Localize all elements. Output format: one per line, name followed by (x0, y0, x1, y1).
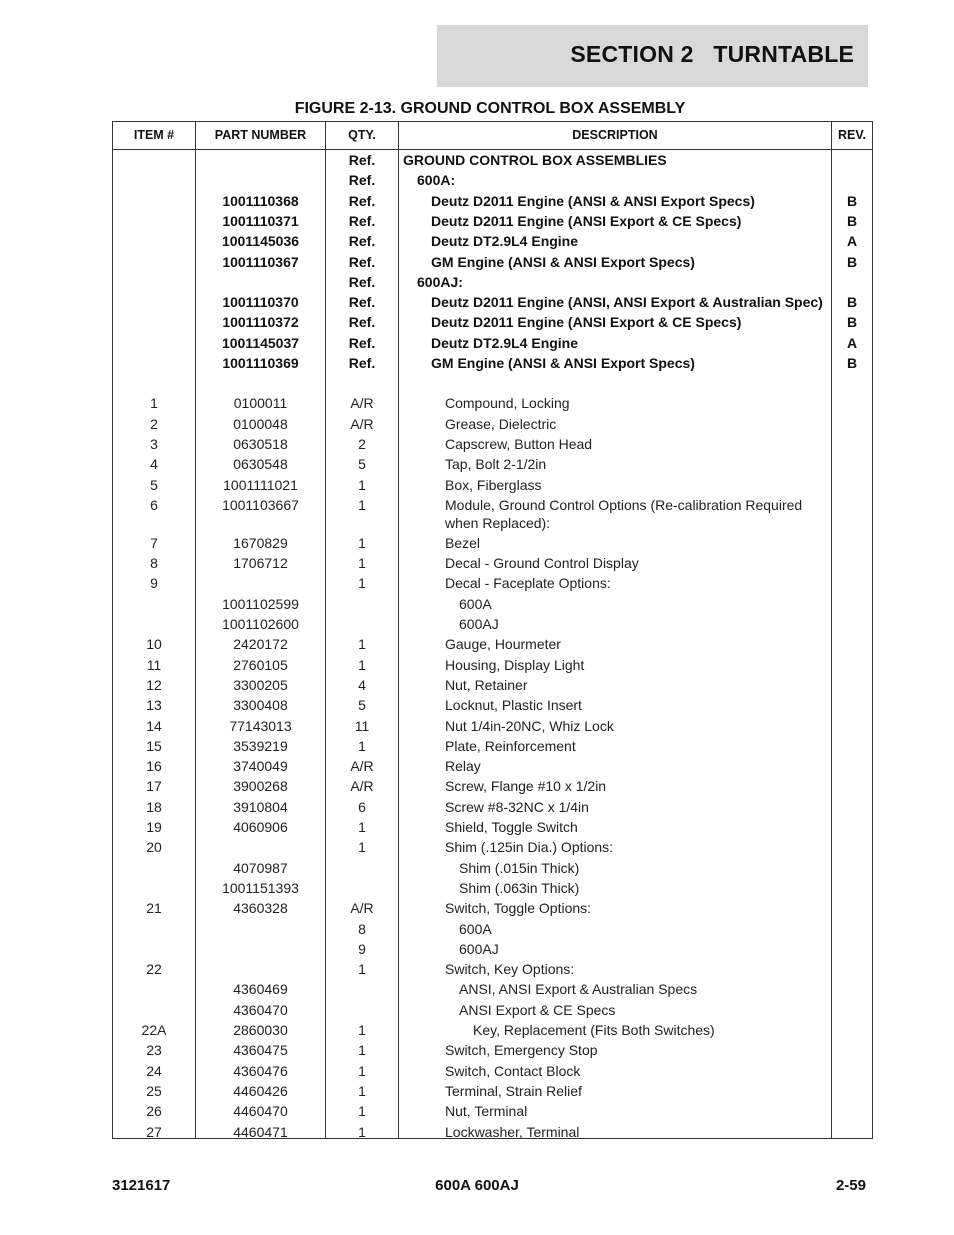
part-number-cell: 2420172 (233, 636, 288, 653)
part-number-cell: 0100011 (233, 395, 288, 412)
table-row (113, 170, 872, 190)
table-row (113, 898, 872, 918)
item-cell: 23 (146, 1042, 162, 1059)
description-cell: Module, Ground Control Options (Re-calibration Required when Replaced): (445, 496, 803, 531)
qty-cell: 11 (354, 717, 370, 734)
part-number-cell: 1001111021 (223, 476, 298, 493)
qty-cell: 1 (358, 961, 366, 978)
qty-cell: 1 (358, 1123, 366, 1140)
description-cell: 600AJ: (417, 273, 463, 290)
part-number-cell: 4360475 (233, 1042, 288, 1059)
description-cell: GROUND CONTROL BOX ASSEMBLIES (403, 152, 667, 168)
table-row (113, 919, 872, 939)
description-cell: Screw, Flange #10 x 1/2in (445, 778, 607, 795)
description-cell: Deutz DT2.9L4 Engine (431, 233, 579, 250)
description-cell: Shim (.063in Thick) (459, 879, 580, 896)
description-cell: 600A (459, 920, 492, 937)
qty-cell: A/R (350, 778, 374, 795)
rev-cell: B (846, 294, 858, 311)
footer-doc-number: 3121617 (112, 1177, 171, 1194)
parts-table (112, 121, 873, 1139)
qty-cell: 1 (358, 656, 366, 673)
item-cell: 18 (146, 798, 162, 815)
table-row (113, 837, 872, 857)
part-number-cell: 3300205 (233, 676, 288, 693)
qty-cell: 1 (358, 819, 366, 835)
item-cell: 7 (150, 534, 158, 551)
table-row (113, 614, 872, 634)
qty-cell: Ref. (348, 273, 376, 290)
item-cell: 26 (146, 1103, 162, 1120)
part-number-cell: 1001110369 (222, 355, 299, 371)
table-row (113, 776, 872, 796)
qty-cell: Ref. (348, 172, 376, 189)
description-cell: ANSI Export & CE Specs (459, 1001, 616, 1018)
description-cell: Shim (.125in Dia.) Options: (445, 839, 614, 856)
table-row (113, 878, 872, 898)
qty-cell: Ref. (348, 294, 376, 311)
rev-cell: A (846, 334, 858, 351)
item-cell: 20 (146, 839, 162, 856)
rev-cell: B (846, 192, 858, 209)
table-row (113, 312, 872, 332)
qty-cell: Ref. (348, 233, 376, 250)
part-number-cell: 4460471 (233, 1123, 288, 1140)
qty-cell: 2 (358, 435, 366, 452)
table-row (113, 959, 872, 979)
table-row (113, 211, 872, 231)
description-cell: Locknut, Plastic Insert (445, 697, 582, 714)
item-cell: 19 (146, 819, 162, 835)
description-cell: Relay (445, 758, 481, 775)
part-number-cell: 1670829 (233, 534, 288, 551)
rev-cell: B (846, 212, 858, 229)
table-row (113, 495, 872, 533)
part-number-cell: 3740049 (233, 758, 288, 775)
qty-cell: 1 (358, 555, 366, 572)
part-number-cell: 4360476 (233, 1062, 288, 1079)
description-cell: Switch, Emergency Stop (445, 1042, 598, 1059)
part-number-cell: 2760105 (233, 656, 288, 673)
qty-cell: Ref. (348, 334, 376, 351)
header-rev: REV. (837, 128, 867, 142)
part-number-cell: 1001102599 (222, 595, 299, 612)
qty-cell: 1 (358, 1082, 366, 1099)
item-cell: 12 (146, 676, 162, 693)
table-row (113, 736, 872, 756)
header-part-number: PART NUMBER (214, 128, 307, 142)
part-number-cell: 0630548 (233, 456, 288, 473)
qty-cell: 9 (358, 940, 366, 957)
description-cell: Decal - Faceplate Options: (445, 575, 611, 592)
qty-cell: 1 (358, 496, 366, 513)
rev-cell: B (846, 355, 858, 371)
rev-cell: A (846, 233, 858, 250)
table-row (113, 231, 872, 251)
table-row (113, 533, 872, 553)
part-number-cell: 3539219 (233, 737, 288, 754)
qty-cell: Ref. (348, 355, 376, 371)
qty-cell: A/R (350, 758, 374, 775)
part-number-cell: 0630518 (233, 435, 288, 452)
table-row (113, 979, 872, 999)
part-number-cell: 0100048 (233, 415, 288, 432)
qty-cell: Ref. (348, 192, 376, 209)
description-cell: Gauge, Hourmeter (445, 636, 561, 653)
table-row (113, 272, 872, 292)
part-number-cell: 1001103667 (222, 496, 299, 513)
table-row (113, 594, 872, 614)
qty-cell: 4 (358, 676, 366, 693)
header-item: ITEM # (133, 128, 175, 142)
footer-page-number: 2-59 (835, 1177, 866, 1194)
table-row (113, 1040, 872, 1060)
table-row (113, 353, 872, 373)
part-number-cell: 2860030 (233, 1022, 288, 1038)
part-number-cell: 4060906 (233, 819, 288, 835)
description-cell: Shield, Toggle Switch (445, 819, 578, 835)
part-number-cell: 4460426 (233, 1082, 288, 1099)
table-row (113, 1061, 872, 1081)
table-row (113, 817, 872, 837)
part-number-cell: 1001110367 (222, 253, 299, 270)
header-qty: QTY. (348, 128, 376, 142)
item-cell: 27 (146, 1123, 162, 1140)
part-number-cell: 1001110372 (222, 314, 299, 331)
part-number-cell: 4460470 (233, 1103, 288, 1120)
table-row (113, 675, 872, 695)
part-number-cell: 1001145037 (221, 334, 300, 351)
part-number-cell: 3900268 (233, 778, 288, 795)
part-number-cell: 77143013 (229, 717, 292, 734)
table-row (113, 655, 872, 675)
description-cell: Tap, Bolt 2-1/2in (445, 456, 547, 473)
part-number-cell: 1001110370 (222, 294, 299, 311)
table-row (113, 716, 872, 736)
item-cell: 6 (150, 496, 158, 513)
qty-cell: A/R (350, 415, 374, 432)
item-cell: 13 (146, 697, 162, 714)
item-cell: 17 (146, 778, 162, 795)
description-cell: Terminal, Strain Relief (445, 1082, 582, 1099)
qty-cell: 1 (358, 737, 366, 754)
qty-cell: 1 (358, 534, 366, 551)
table-row (113, 150, 872, 170)
qty-cell: 1 (358, 1042, 366, 1059)
description-cell: Bezel (445, 534, 481, 551)
description-cell: Compound, Locking (445, 395, 570, 412)
item-cell: 9 (150, 575, 158, 592)
figure-title: FIGURE 2-13. GROUND CONTROL BOX ASSEMBLY (294, 100, 686, 117)
item-cell: 22A (141, 1022, 167, 1038)
description-cell: Switch, Contact Block (445, 1062, 581, 1079)
table-row (113, 756, 872, 776)
item-cell: 15 (146, 737, 162, 754)
description-cell: Box, Fiberglass (445, 476, 542, 493)
qty-cell: 1 (358, 1103, 366, 1120)
description-cell: ANSI, ANSI Export & Australian Specs (459, 981, 698, 998)
table-row (113, 475, 872, 495)
footer-models: 600A 600AJ (435, 1177, 519, 1194)
table-row (113, 634, 872, 654)
qty-cell: 1 (358, 1062, 366, 1079)
qty-cell: 1 (358, 839, 366, 856)
description-cell: Shim (.015in Thick) (459, 859, 580, 876)
table-row (113, 454, 872, 474)
description-cell: GM Engine (ANSI & ANSI Export Specs) (431, 253, 695, 270)
rev-cell: B (846, 253, 858, 270)
section-banner (437, 25, 868, 87)
part-number-cell: 1001102600 (222, 616, 299, 632)
item-cell: 16 (146, 758, 162, 775)
table-row (113, 1000, 872, 1020)
description-cell: Nut 1/4in-20NC, Whiz Lock (445, 717, 614, 734)
description-cell: Decal - Ground Control Display (445, 555, 639, 572)
description-cell: Switch, Key Options: (445, 961, 575, 978)
qty-cell: Ref. (348, 314, 376, 331)
table-row (113, 573, 872, 593)
description-cell: Lockwasher, Terminal (445, 1123, 580, 1140)
item-cell: 2 (150, 415, 158, 432)
table-row (113, 695, 872, 715)
description-cell: Nut, Retainer (445, 676, 528, 693)
item-cell: 11 (146, 656, 162, 673)
part-number-cell: 4360328 (233, 900, 288, 917)
table-row (113, 553, 872, 573)
item-cell: 22 (146, 961, 162, 978)
description-cell: 600AJ (459, 616, 499, 632)
qty-cell: Ref. (348, 152, 376, 168)
description-cell: 600A: (417, 172, 456, 189)
description-cell: Switch, Toggle Options: (445, 900, 592, 917)
qty-cell: 6 (358, 798, 366, 815)
description-cell: Nut, Terminal (445, 1103, 528, 1120)
description-cell: Deutz D2011 Engine (ANSI Export & CE Specs) (431, 314, 742, 331)
part-number-cell: 4360470 (233, 1001, 288, 1018)
header-description: DESCRIPTION (572, 128, 658, 142)
table-row (113, 939, 872, 959)
description-cell: 600AJ (459, 940, 499, 957)
table-row (113, 393, 872, 413)
table-row (113, 333, 872, 353)
qty-cell: A/R (350, 900, 374, 917)
qty-cell: 1 (358, 476, 366, 493)
part-number-cell: 1001110368 (222, 192, 299, 209)
table-row (113, 1020, 872, 1040)
item-cell: 24 (146, 1062, 162, 1079)
item-cell: 5 (150, 476, 158, 493)
item-cell: 14 (146, 717, 162, 734)
table-row (113, 414, 872, 434)
table-row (113, 1081, 872, 1101)
description-cell: Deutz D2011 Engine (ANSI & ANSI Export Specs) (431, 192, 755, 209)
table-row (113, 797, 872, 817)
part-number-cell: 3910804 (233, 798, 288, 815)
item-cell: 3 (150, 435, 158, 452)
description-cell: GM Engine (ANSI & ANSI Export Specs) (431, 355, 695, 371)
part-number-cell: 4360469 (233, 981, 288, 998)
description-cell: Deutz DT2.9L4 Engine (431, 334, 579, 351)
item-cell: 21 (146, 900, 162, 917)
qty-cell: 8 (358, 920, 366, 937)
qty-cell: 1 (358, 1022, 366, 1038)
item-cell: 1 (150, 395, 158, 412)
table-row (113, 292, 872, 312)
table-row (113, 858, 872, 878)
qty-cell: 1 (358, 575, 366, 592)
rev-cell: B (846, 314, 858, 331)
table-row (113, 1101, 872, 1121)
item-cell: 4 (150, 456, 158, 473)
description-cell: Housing, Display Light (445, 656, 585, 673)
part-number-cell: 4070987 (233, 859, 288, 876)
description-cell: Screw #8-32NC x 1/4in (445, 798, 589, 815)
description-cell: Deutz D2011 Engine (ANSI Export & CE Specs) (431, 212, 742, 229)
table-row (113, 252, 872, 272)
description-cell: Grease, Dielectric (445, 415, 557, 432)
part-number-cell: 1001110371 (222, 212, 299, 229)
description-cell: Deutz D2011 Engine (ANSI, ANSI Export & Australian Spec) (431, 294, 823, 311)
qty-cell: Ref. (348, 212, 376, 229)
description-cell: Capscrew, Button Head (445, 435, 593, 452)
description-cell: Key, Replacement (Fits Both Switches) (473, 1022, 715, 1038)
qty-cell: Ref. (348, 253, 376, 270)
qty-cell: A/R (350, 395, 374, 412)
item-cell: 10 (146, 636, 162, 653)
part-number-cell: 3300408 (233, 697, 288, 714)
description-cell: 600A (459, 595, 492, 612)
item-cell: 8 (150, 555, 158, 572)
description-cell: Plate, Reinforcement (445, 737, 576, 754)
item-cell: 25 (146, 1082, 162, 1099)
section-title: SECTION 2 TURNTABLE (570, 41, 854, 67)
qty-cell: 5 (358, 456, 366, 473)
part-number-cell: 1706712 (233, 555, 288, 572)
qty-cell: 5 (358, 697, 366, 714)
table-row (113, 434, 872, 454)
part-number-cell: 1001145036 (221, 233, 300, 250)
table-row (113, 1122, 872, 1142)
part-number-cell: 1001151393 (222, 879, 299, 896)
table-row (113, 191, 872, 211)
qty-cell: 1 (358, 636, 366, 653)
